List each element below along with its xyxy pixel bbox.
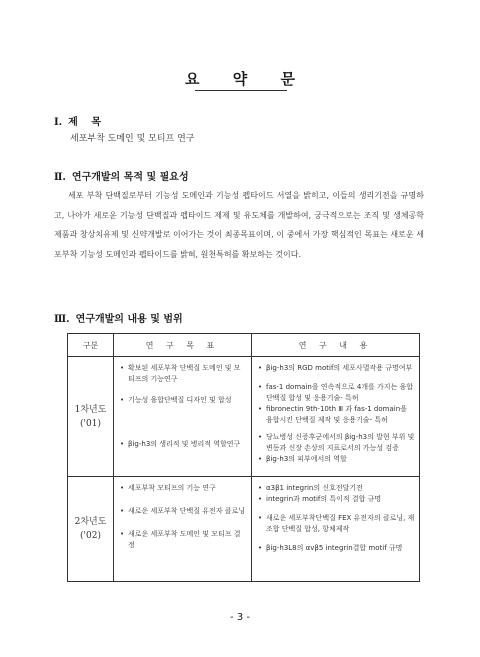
list-item: • βig-h3의 생리적 및 병리적 역할연구 [120, 439, 247, 450]
list-item: • 당뇨병성 신증후군에서의 βig-h3의 발현 부위 및 변동과 신장 손상의 지표로서의 가능성 검증 [258, 432, 415, 454]
list-item: • 확보된 세포부착 단백질 도메인 및 모티프의 기능연구 [120, 363, 247, 385]
list-item: • βig-h3L8의 αvβ5 integrin결합 motif 규명 [258, 543, 415, 554]
contents-cell [252, 357, 420, 477]
list-item: • 새로운 세포부착 도메인 및 모티프 결정 [120, 529, 247, 551]
section-2-heading [54, 168, 189, 183]
list-item: • βig-h3의 피부에서의 역할 [258, 454, 415, 465]
table-row [68, 477, 420, 582]
list-item: • 기능성 융합단백질 디자인 및 합성 [120, 395, 247, 406]
list-item: • α3β1 integrin의 신호전달기전 [258, 483, 415, 494]
list-item: • 세포부착 모티프의 기능 연구 [120, 483, 247, 494]
list-item: • integrin과 motif의 특이적 결합 규명 [258, 494, 415, 505]
summary-title: 요 약 문 [185, 70, 309, 88]
research-plan-table [67, 333, 420, 582]
header-contents: 연 구 내 용 [252, 334, 420, 357]
year-cell [68, 357, 114, 477]
section-3-heading [54, 310, 183, 325]
section-2-title: 연구개발의 목적 및 필요성 [71, 172, 189, 183]
title-underline [195, 90, 287, 91]
table-row [68, 357, 420, 477]
section-1-number: Ⅰ. [54, 117, 63, 128]
list-item: • 새로운 세포부착 단백질 유전자 클로닝 [120, 506, 247, 517]
year-code: ('01) [80, 418, 101, 429]
header-year: 구분 [68, 334, 114, 357]
section-2-text: 세포 부착 단백질로부터 기능성 도메인과 기능성 펩타이드 서열을 밝히고, 이들의 생리기전을 규명하고, 나아가 새로운 기능성 단백질과 펩타이드 제제 및 유도체를 개발하여, 궁극적으로는 조직 및 생체공학제품과 창상치유제 및 신약개발로 이어가는 것이 최종목표이며, 이 중에서 가장 핵심적인 목표는 새로운 세포부착 기능성 도메인과 펩타이드를 밝혀, 원천특허를 확보하는 것이다. [54, 191, 424, 259]
list-item: • βig-h3의 RGD motif의 세포사멸작용 규명여부 [258, 363, 415, 374]
header-goals: 연 구 목 표 [114, 334, 252, 357]
section-1-text: 세포부착 도메인 및 모티프 연구 [70, 134, 195, 144]
section-3-title: 연구개발의 내용 및 범위 [75, 314, 183, 325]
goals-cell [114, 357, 252, 477]
goals-cell [114, 477, 252, 582]
year-code: ('02) [80, 531, 101, 541]
section-1-title: 제 목 [68, 117, 101, 128]
contents-cell [252, 477, 420, 582]
list-item: • fas-1 domain을 연속적으로 4개를 가지는 융합단백질 합성 및 응용기술- 특허 [258, 382, 415, 404]
section-2-number: Ⅱ. [54, 172, 66, 183]
section-1-heading [54, 113, 101, 128]
list-item: • 새로운 세포부착단백질 FEX 유전자의 클로닝, 재조합 단백질 합성, 항체제작 [258, 513, 415, 535]
section-3-number: Ⅲ. [54, 314, 70, 325]
year-cell [68, 477, 114, 582]
year-label: 2차년도 [74, 517, 107, 527]
page-number: - 3 - [230, 612, 250, 623]
table-header-row [68, 334, 420, 357]
list-item: • fibronectin 9th-10th Ⅲ 과 fas-1 domain을 융합시킨 단백질 제작 및 응용기술- 특허 [258, 404, 415, 426]
year-label: 1차년도 [74, 404, 107, 415]
